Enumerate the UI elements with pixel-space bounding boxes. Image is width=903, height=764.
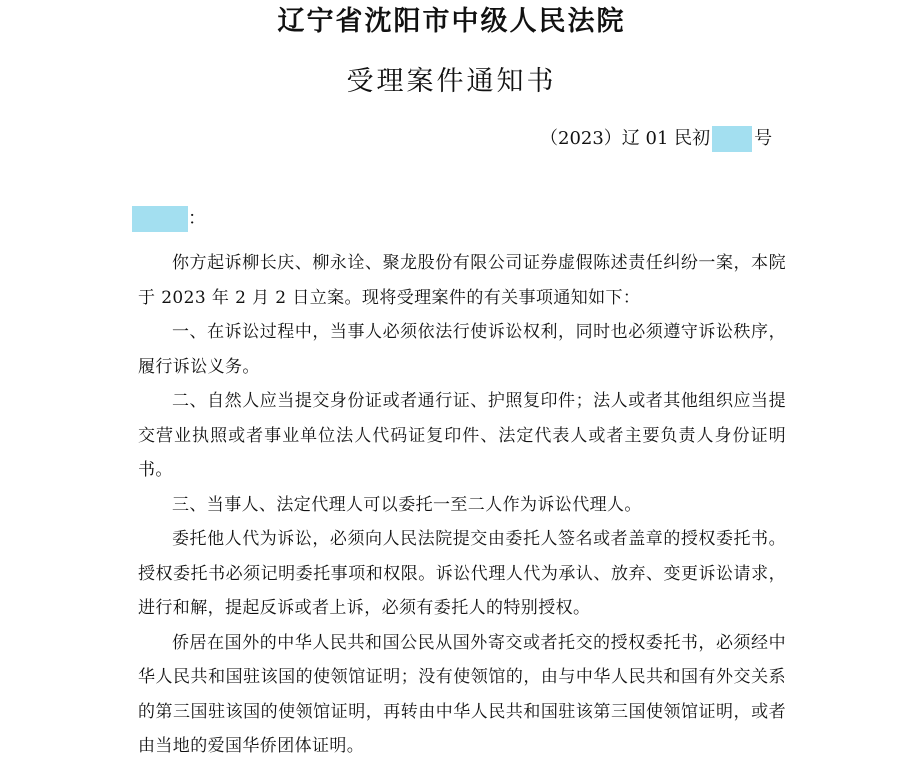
redacted-case-number	[712, 126, 752, 152]
paragraph-item-1: 一、在诉讼过程中，当事人必须依法行使诉讼权利，同时也必须遵守诉讼秩序，履行诉讼义务。	[138, 322, 786, 377]
case-number	[540, 126, 772, 152]
paragraph-entrust: 委托他人代为诉讼，必须向人民法院提交由委托人签名或者盖章的授权委托书。授权委托书必须记明委托事项和权限。诉讼代理人代为承认、放弃、变更诉讼请求，进行和解，提起反诉或者上诉，必须有委托人的特别授权。	[138, 529, 786, 618]
case-number-prefix: （2023）辽 01 民初	[540, 128, 711, 149]
case-number-suffix: 号	[754, 128, 773, 149]
paragraph-overseas: 侨居在国外的中华人民共和国公民从国外寄交或者托交的授权委托书，必须经中华人民共和国驻该国的使领馆证明；没有使领馆的，由与中华人民共和国有外交关系的第三国驻该国的使领馆证明，再转由中华人民共和国驻该第三国使领馆证明，或者由当地的爱国华侨团体证明。	[138, 632, 786, 756]
document-title: 受理案件通知书	[346, 66, 557, 97]
addressee-line	[132, 206, 206, 232]
redacted-addressee-name	[132, 206, 188, 232]
notice-body	[138, 246, 786, 764]
paragraph-item-2: 二、自然人应当提交身份证或者通行证、护照复印件；法人或者其他组织应当提交营业执照或者事业单位法人代码证复印件、法定代表人或者主要负责人身份证明书。	[138, 391, 786, 480]
paragraph-intro: 你方起诉柳长庆、柳永诠、聚龙股份有限公司证券虚假陈述责任纠纷一案，本院于 2023 年 2 月 2 日立案。现将受理案件的有关事项通知如下：	[138, 253, 786, 308]
addressee-colon: ：	[188, 208, 206, 229]
paragraph-item-3: 三、当事人、法定代理人可以委托一至二人作为诉讼代理人。	[172, 494, 642, 515]
court-name: 辽宁省沈阳市中级人民法院	[277, 6, 626, 37]
